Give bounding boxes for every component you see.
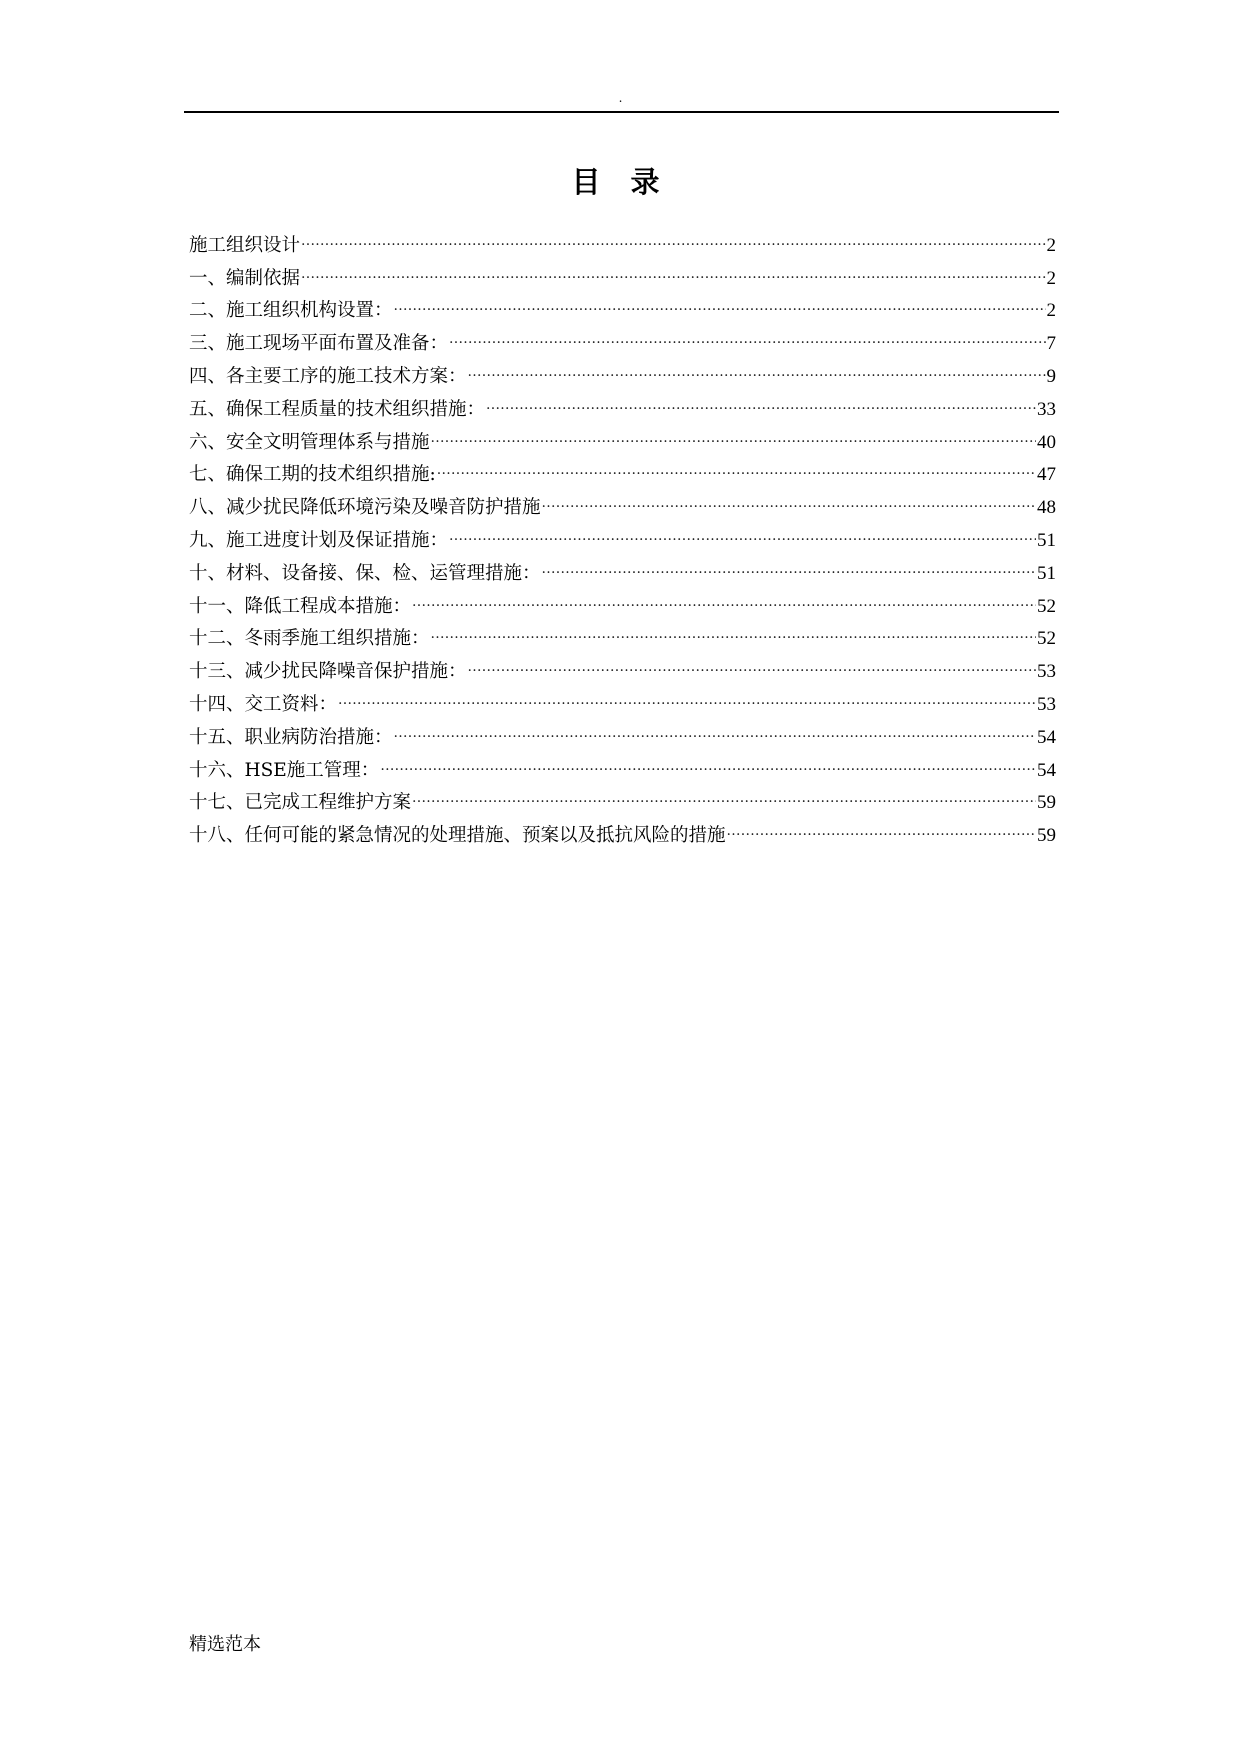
toc-entry-label: 十一、降低工程成本措施： [189, 595, 412, 617]
toc-dot-leader [449, 316, 1045, 349]
toc-entry-page: 51 [1037, 562, 1056, 584]
toc-dot-leader [301, 218, 1045, 251]
toc-entry-label: 九、施工进度计划及保证措施： [189, 529, 449, 551]
toc-dot-leader [449, 513, 1036, 546]
toc-entry-label: 十四、交工资料： [189, 693, 338, 715]
toc-entry-label: 三、施工现场平面布置及准备： [189, 333, 449, 355]
toc-entry-label: 八、减少扰民降低环境污染及噪音防护措施 [189, 497, 541, 519]
toc-entry-label: 十二、冬雨季施工组织措施： [189, 628, 430, 650]
toc-entry[interactable] [189, 251, 1056, 289]
toc-title: 目 录 [571, 165, 670, 199]
toc-entry-page: 7 [1046, 333, 1056, 355]
toc-dot-leader [394, 284, 1046, 317]
toc-entry-page: 53 [1037, 693, 1056, 715]
toc-dot-leader [486, 382, 1036, 415]
toc-entry-page: 51 [1037, 529, 1056, 551]
toc-entry[interactable] [189, 218, 1056, 256]
toc-entry-label: 十七、已完成工程维护方案 [189, 792, 412, 814]
toc-dot-leader [727, 808, 1036, 841]
toc-entry-page: 52 [1037, 628, 1056, 650]
toc-entry-label: 五、确保工程质量的技术组织措施： [189, 398, 486, 420]
toc-entry-label: 一、编制依据 [189, 267, 301, 289]
toc-entry-label: 十、材料、设备接、保、检、运管理措施： [189, 562, 541, 584]
toc-dot-leader [394, 710, 1036, 743]
toc-entry-label: 六、安全文明管理体系与措施 [189, 431, 430, 453]
toc-entry-label: 十八、任何可能的紧急情况的处理措施、预案以及抵抗风险的措施 [189, 825, 726, 847]
toc-entry-page: 2 [1046, 267, 1056, 289]
toc-dot-leader [431, 612, 1036, 645]
toc-entry-page: 52 [1037, 595, 1056, 617]
toc-entry-page: 33 [1037, 398, 1056, 420]
footer-text: 精选范本 [189, 1634, 261, 1655]
toc-entry-page: 54 [1037, 759, 1056, 781]
toc-entry-label: 四、各主要工序的施工技术方案： [189, 365, 467, 387]
toc-dot-leader [380, 743, 1036, 776]
toc-entry-label: 施工组织设计 [189, 234, 301, 256]
toc-entry-page: 2 [1046, 234, 1056, 256]
toc-entry-page: 48 [1037, 497, 1056, 519]
header-mark: . [618, 91, 623, 105]
toc-dot-leader [431, 415, 1036, 448]
table-of-contents [189, 218, 1056, 847]
toc-dot-leader [301, 251, 1045, 284]
toc-entry-label: 七、确保工期的技术组织措施: [189, 464, 436, 486]
toc-dot-leader [542, 546, 1036, 579]
toc-entry-page: 40 [1037, 431, 1056, 453]
toc-entry-label: 十五、职业病防治措施： [189, 726, 393, 748]
toc-entry-page: 47 [1037, 464, 1056, 486]
toc-dot-leader [468, 644, 1036, 677]
header-rule [184, 111, 1059, 113]
toc-dot-leader [468, 349, 1046, 382]
toc-entry-label: 十六、HSE施工管理： [189, 759, 380, 781]
toc-entry-page: 59 [1037, 825, 1056, 847]
toc-dot-leader [437, 448, 1036, 481]
toc-entry[interactable] [189, 284, 1056, 322]
toc-entry-page: 59 [1037, 792, 1056, 814]
toc-entry-page: 2 [1046, 300, 1056, 322]
toc-dot-leader [412, 776, 1036, 809]
toc-entry-page: 9 [1046, 365, 1056, 387]
toc-entry-label: 十三、减少扰民降噪音保护措施： [189, 661, 467, 683]
toc-dot-leader [338, 677, 1036, 710]
toc-entry-page: 54 [1037, 726, 1056, 748]
toc-entry-page: 53 [1037, 661, 1056, 683]
toc-dot-leader [412, 579, 1036, 612]
toc-entry-label: 二、施工组织机构设置： [189, 300, 393, 322]
toc-dot-leader [542, 480, 1036, 513]
